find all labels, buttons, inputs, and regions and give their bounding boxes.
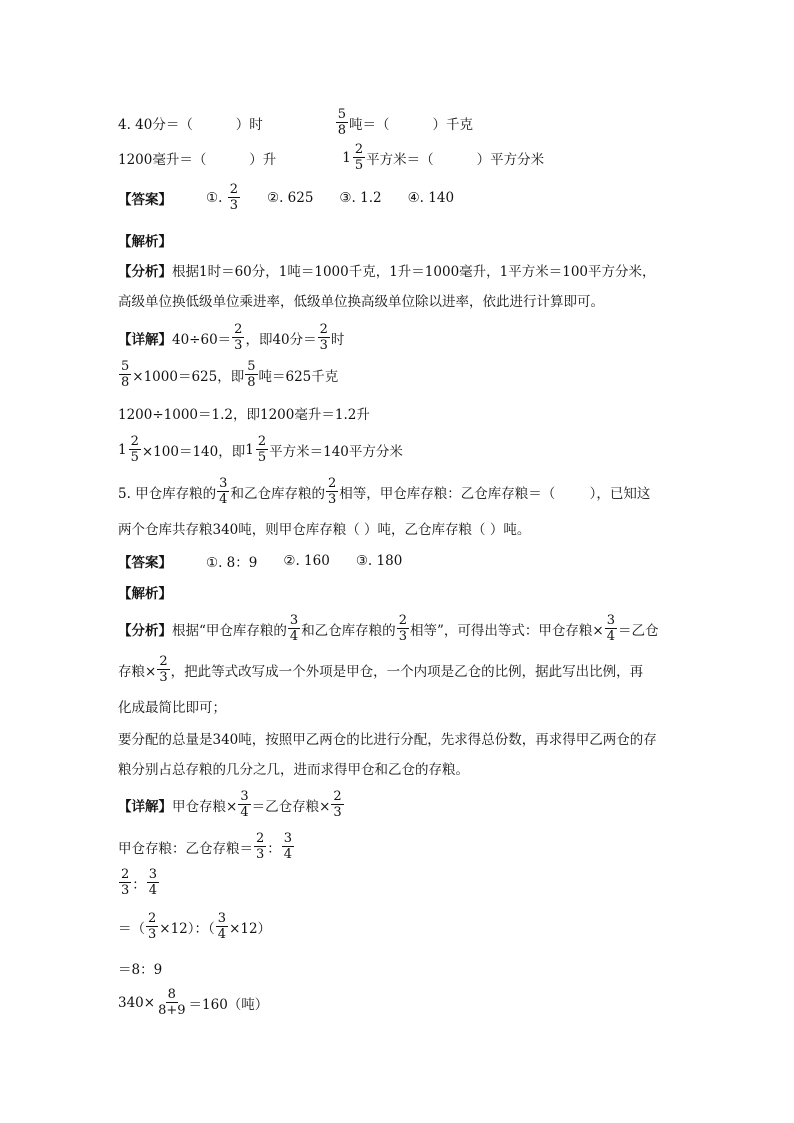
q5-detail-2 [118,832,295,861]
q4-detail-1 [118,323,344,352]
fraction-3-4: $\frac{3}{4}$ [283,831,293,862]
detail-tag: 【详解】 [118,798,172,815]
mixed-whole: 1 [118,441,127,458]
fraction-5-8: $\frac{5}{8}$ [247,359,256,390]
q5-line2: 两个仓库共存粮340吨，则甲仓库存粮（ ）吨，乙仓库存粮（ ）吨。 [118,522,531,538]
fraction-2-3: $\frac{2}{3}$ [121,867,130,898]
fenxi-text: 相等”，可得出等式：甲仓存粮× [409,622,604,639]
fraction-3-4: $\frac{3}{4}$ [148,867,158,898]
fenxi-tag: 【分析】 [118,622,172,639]
fraction-8-over-8plus9: $\frac{8}{8+9}$ [158,987,186,1018]
fraction-3-4: $\frac{3}{4}$ [240,789,249,820]
q5-text: 相等，甲仓库存粮：乙仓库存粮＝（ ），已知这 [339,485,651,502]
detail-text: ： [267,840,281,857]
answer-item-3: ③. 180 [355,553,403,569]
q4-line2 [118,143,544,172]
detail-text: ×12）：（ [159,920,215,937]
detail-text: 吨＝625千克 [258,368,339,385]
fraction-2-3: $\frac{2}{3}$ [234,322,243,353]
fraction-5-8: $\frac{5}{8}$ [121,359,130,390]
answer-item-1: ①. 8：9 [206,555,258,571]
fraction-3-4: $\frac{3}{4}$ [606,613,615,644]
q5-detail-5: ＝8：9 [118,962,163,978]
q4-detail-4 [118,435,403,464]
fraction-2-3: $\frac{2}{3}$ [319,322,328,353]
fraction-3-4: $\frac{3}{4}$ [289,613,299,644]
fenxi-text: 存粮× [118,663,157,680]
detail-text: 甲仓存粮：乙仓存粮＝ [118,840,253,857]
fraction-3-4: $\frac{3}{4}$ [219,476,228,507]
mixed-whole: 1 [342,149,351,166]
q4-fenxi-1 [118,260,656,280]
q5-line1 [118,477,650,506]
answer-item-4: ④. 140 [407,189,455,206]
detail-text: ×100＝140，即 [141,443,246,460]
fraction-2-5: $\frac{2}{5}$ [257,434,267,465]
q4-text-sqm: 平方米＝（ ）平方分米 [366,151,545,168]
q4-analysis-tag: 【解析】 [118,234,172,250]
fraction-2-3: $\frac{2}{3}$ [398,613,407,644]
q4-text-minutes: 4. 40分＝（ ）时 [118,116,263,133]
q4-text-tons: 吨＝（ ）千克 [349,116,473,133]
fraction-3-4: $\frac{3}{4}$ [217,911,227,942]
q5-fenxi-3: 化成最简比即可； [118,700,226,716]
q5-detail-1 [118,790,345,819]
detail-text: 时 [330,331,345,348]
q5-detail-6 [118,988,268,1017]
fraction-2-3: $\frac{2}{3}$ [256,831,265,862]
detail-tag: 【详解】 [118,331,172,348]
q5-fenxi-2 [118,655,643,684]
fenxi-text: 和乙仓库存粮的 [301,622,396,639]
q5-detail-3 [118,868,160,897]
fraction-2-3: $\frac{2}{3}$ [148,911,157,942]
fraction-2-3: $\frac{2}{3}$ [229,182,238,213]
fenxi-text: ，把此等式改写成一个外项是甲仓，一个内项是乙仓的比例，据此写出比例，再 [170,663,644,680]
q4-fenxi-2: 高级单位换低级单位乘进率，低级单位换高级单位除以进率，依此进行计算即可。 [118,294,604,310]
fraction-2-5: $\frac{2}{5}$ [354,142,364,173]
detail-text: ： [132,876,146,893]
q4-answer [118,183,454,212]
answer-item-3: ③. 1.2 [339,189,382,206]
fraction-2-3: $\frac{2}{3}$ [333,789,342,820]
fenxi-text: 根据1时＝60分，1吨＝1000千克，1升＝1000毫升，1平方米＝100平方分米， [172,264,656,280]
detail-text: ×1000＝625，即 [132,368,245,385]
detail-text: ＝160（吨） [188,996,269,1013]
q4-text-ml: 1200毫升＝（ ）升 [118,151,277,168]
answer-item-2: ②. 625 [266,189,314,206]
q4-detail-2 [118,360,338,389]
mixed-whole: 1 [245,441,254,458]
fenxi-text: ＝乙仓 [617,622,659,639]
q5-analysis-tag: 【解析】 [118,586,172,602]
q5-fenxi-4: 要分配的总量是340吨，按照甲乙两仓的比进行分配，先求得总份数，再求得甲乙两仓的存 [118,732,657,748]
detail-text: ＝（ [118,920,145,937]
fraction-5-8: $\frac{5}{8}$ [337,107,347,138]
q5-text: 5. 甲仓库存粮的 [118,485,217,502]
answer-tag: 【答案】 [118,191,172,208]
answer-item-2: ②. 160 [283,553,330,569]
answer-tag: 【答案】 [118,555,172,571]
detail-text: ，即40分＝ [245,331,317,348]
detail-text: ×12） [229,920,272,937]
detail-text: ＝乙仓存粮× [251,798,331,815]
detail-text: 平方米＝140平方分米 [269,443,403,460]
q5-detail-4 [118,912,271,941]
q5-fenxi-1 [118,614,658,643]
fenxi-text: 根据“甲仓库存粮的 [172,622,287,639]
q4-line1 [118,108,473,137]
q5-text: 和乙仓库存粮的 [230,485,325,502]
fraction-2-5: $\frac{2}{5}$ [130,434,139,465]
fraction-2-3: $\frac{2}{3}$ [327,476,337,507]
q4-detail-3: 1200÷1000＝1.2，即1200毫升＝1.2升 [118,407,370,423]
fenxi-tag: 【分析】 [118,264,172,280]
answer-item-1: ①. [206,189,227,206]
q5-fenxi-5: 粮分别占总存粮的几分之几，进而求得甲仓和乙仓的存粮。 [118,762,469,778]
detail-text: 甲仓存粮× [172,798,238,815]
q5-answer [118,551,402,571]
fraction-2-3: $\frac{2}{3}$ [159,654,168,685]
detail-text: 340× [118,994,156,1011]
detail-text: 40÷60＝ [172,331,232,348]
